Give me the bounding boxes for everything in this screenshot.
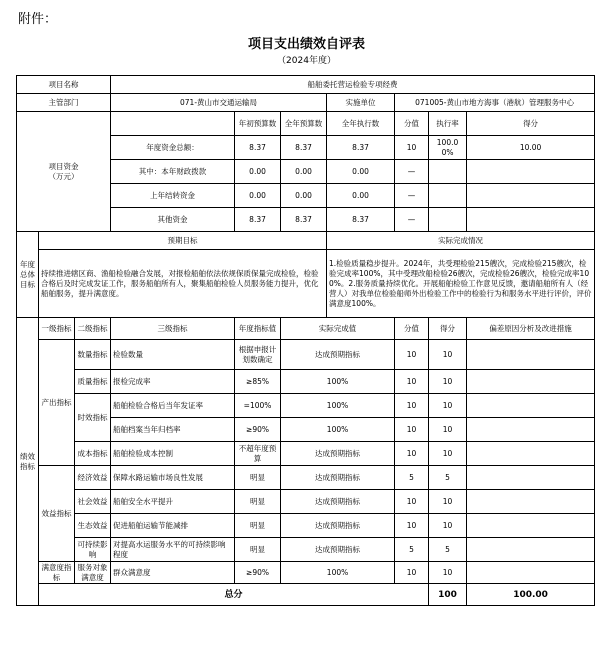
indicator-points: 10: [429, 514, 467, 538]
funds-header-full-budget: 全年预算数: [281, 112, 327, 136]
funds-row-rate: [429, 184, 467, 208]
department-value: 071-黄山市交通运输局: [111, 94, 327, 112]
total-score: 100: [429, 584, 467, 606]
level1-effect: 效益指标: [39, 466, 75, 562]
row-indicators-header: [17, 318, 595, 340]
unit-label: 实施单位: [327, 94, 395, 112]
indicator-points: 10: [429, 340, 467, 370]
indicator-actual: 100%: [281, 562, 395, 584]
indicator-row: [17, 514, 595, 538]
funds-row-points: 10.00: [467, 136, 595, 160]
indicator-points: 10: [429, 394, 467, 418]
indicators-header-score: 分值: [395, 318, 429, 340]
funds-header-blank: [111, 112, 235, 136]
indicator-points: 10: [429, 370, 467, 394]
indicator-reason: [467, 514, 595, 538]
indicator-score: 10: [395, 514, 429, 538]
goals-side-label: 年度总体目标: [17, 232, 39, 318]
indicator-name: 群众满意度: [111, 562, 235, 584]
indicator-target: ≥90%: [235, 418, 281, 442]
row-department: [17, 94, 595, 112]
indicator-reason: [467, 394, 595, 418]
page-title: 项目支出绩效自评表: [247, 37, 365, 52]
total-label: 总分: [39, 584, 429, 606]
level2-economic: 经济效益: [75, 466, 111, 490]
project-name-value: 船舶委托营运检验专项经费: [111, 76, 595, 94]
funds-row-points: [467, 208, 595, 232]
indicator-reason: [467, 466, 595, 490]
funds-row-full-budget: 0.00: [281, 160, 327, 184]
indicators-header-l2: 二级指标: [75, 318, 111, 340]
level2-service: 服务对象满意度: [75, 562, 111, 584]
goals-expected-text: 持续推进辖区商、渔船检验融合发展，对报检船舶依法依规保质保量完成检验，检验合格后及时完成发证工作，服务船舶所有人，聚集船舶检验人员服务能力提升，优化船舶服务，提升满意度。: [39, 250, 327, 318]
level2-quantity: 数量指标: [75, 340, 111, 370]
funds-row-annual-budget: 0.00: [235, 160, 281, 184]
indicator-name: 船舶安全水平提升: [111, 490, 235, 514]
funds-row-rate: [429, 160, 467, 184]
indicator-reason: [467, 340, 595, 370]
indicator-target: 明显: [235, 538, 281, 562]
project-name-label: 项目名称: [17, 76, 111, 94]
indicator-actual: 100%: [281, 418, 395, 442]
funds-row-executed: 0.00: [327, 160, 395, 184]
indicator-points: 10: [429, 442, 467, 466]
indicator-points: 10: [429, 562, 467, 584]
indicators-header-l1: 一级指标: [39, 318, 75, 340]
indicators-header-actual: 实际完成值: [281, 318, 395, 340]
indicator-target: 明显: [235, 490, 281, 514]
goals-actual-text: 1.检验质量稳步提升。2024年，共受理检验215艘次，完成检验215艘次，检验完成率100%，其中受理改船检验26艘次，完成检验26艘次，检验完成率100%。2.服务质量持续优化。开展船舶检验工作意见反馈，邀请船舶所有人（经营人）对我单位检验船师外出检验工作中的检验行为和服务水平进行评价，评价满意度100%。: [327, 250, 595, 318]
indicator-score: 10: [395, 418, 429, 442]
indicator-reason: [467, 418, 595, 442]
level2-cost: 成本指标: [75, 442, 111, 466]
attachment-label: 附件：: [18, 12, 58, 27]
level2-ecological: 生态效益: [75, 514, 111, 538]
indicator-target: ≥85%: [235, 370, 281, 394]
indicator-row: [17, 340, 595, 370]
indicator-row: [17, 490, 595, 514]
indicator-name: 船舶检验成本控制: [111, 442, 235, 466]
department-label: 主管部门: [17, 94, 111, 112]
indicator-actual: 达成预期指标: [281, 340, 395, 370]
indicator-score: 10: [395, 490, 429, 514]
funds-row-score: —: [395, 184, 429, 208]
indicator-reason: [467, 370, 595, 394]
indicator-row: [17, 466, 595, 490]
funds-row-label: 其他资金: [111, 208, 235, 232]
funds-header-score: 分值: [395, 112, 429, 136]
indicator-name: 保障水路运输市场良性发展: [111, 466, 235, 490]
level2-quality: 质量指标: [75, 370, 111, 394]
funds-row-full-budget: 8.37: [281, 208, 327, 232]
indicator-score: 5: [395, 466, 429, 490]
goals-actual-header: 实际完成情况: [327, 232, 595, 250]
goals-expected-header: 预期目标: [39, 232, 327, 250]
level2-sustainable: 可持续影响: [75, 538, 111, 562]
level2-time: 时效指标: [75, 394, 111, 442]
indicator-name: 对提高水运服务水平的可持续影响程度: [111, 538, 235, 562]
page-subtitle: （2024年度）: [277, 56, 336, 66]
indicators-header-points: 得分: [429, 318, 467, 340]
row-goals-content: [17, 250, 595, 318]
funds-label: 项目资金 （万元）: [17, 112, 111, 232]
level1-output: 产出指标: [39, 340, 75, 466]
funds-row-label: 其中：本年财政拨款: [111, 160, 235, 184]
indicator-target: 明显: [235, 514, 281, 538]
funds-row-annual-budget: 0.00: [235, 184, 281, 208]
indicator-target: ≥90%: [235, 562, 281, 584]
indicator-name: 检验数量: [111, 340, 235, 370]
evaluation-table: [16, 75, 595, 606]
indicator-actual: 100%: [281, 370, 395, 394]
indicator-target: 不超年度预算: [235, 442, 281, 466]
funds-row-annual-budget: 8.37: [235, 136, 281, 160]
indicator-actual: 达成预期指标: [281, 514, 395, 538]
indicator-row: [17, 394, 595, 418]
funds-row-full-budget: 0.00: [281, 184, 327, 208]
indicator-score: 10: [395, 394, 429, 418]
row-project-name: [17, 76, 595, 94]
indicator-reason: [467, 490, 595, 514]
indicator-row: [17, 442, 595, 466]
indicator-target: =100%: [235, 394, 281, 418]
indicator-name: 船舶检验合格后当年发证率: [111, 394, 235, 418]
indicator-points: 10: [429, 490, 467, 514]
indicator-score: 10: [395, 340, 429, 370]
indicator-target: 根据申报计划数确定: [235, 340, 281, 370]
indicator-actual: 达成预期指标: [281, 490, 395, 514]
indicator-row: [17, 538, 595, 562]
funds-row-score: 10: [395, 136, 429, 160]
indicator-target: 明显: [235, 466, 281, 490]
funds-row-full-budget: 8.37: [281, 136, 327, 160]
row-total: [17, 584, 595, 606]
indicator-actual: 达成预期指标: [281, 538, 395, 562]
indicator-points: 10: [429, 418, 467, 442]
evaluation-table-wrapper: [16, 75, 594, 606]
indicator-actual: 100%: [281, 394, 395, 418]
funds-row-score: —: [395, 160, 429, 184]
total-points: 100.00: [467, 584, 595, 606]
indicator-name: 促进船舶运输节能减排: [111, 514, 235, 538]
funds-row-executed: 0.00: [327, 184, 395, 208]
funds-row-points: [467, 184, 595, 208]
level2-social: 社会效益: [75, 490, 111, 514]
indicator-row: [17, 562, 595, 584]
funds-row-annual-budget: 8.37: [235, 208, 281, 232]
funds-row-points: [467, 160, 595, 184]
indicator-reason: [467, 538, 595, 562]
indicator-reason: [467, 562, 595, 584]
funds-row-rate: [429, 208, 467, 232]
funds-header-points: 得分: [467, 112, 595, 136]
indicator-name: 船舶档案当年归档率: [111, 418, 235, 442]
indicators-header-reason: 偏差原因分析及改进措施: [467, 318, 595, 340]
indicator-points: 5: [429, 538, 467, 562]
indicator-score: 10: [395, 370, 429, 394]
row-funds-header: [17, 112, 595, 136]
indicator-actual: 达成预期指标: [281, 442, 395, 466]
indicators-side-label: 绩效指标: [17, 318, 39, 606]
indicator-points: 5: [429, 466, 467, 490]
indicator-row: [17, 370, 595, 394]
funds-row-executed: 8.37: [327, 136, 395, 160]
indicator-score: 10: [395, 562, 429, 584]
funds-row-label: 年度资金总额：: [111, 136, 235, 160]
unit-value: 071005-黄山市地方海事（港航）管理服务中心: [395, 94, 595, 112]
funds-row-label: 上年结转资金: [111, 184, 235, 208]
level1-satisfaction: 满意度指标: [39, 562, 75, 584]
indicators-header-target: 年度指标值: [235, 318, 281, 340]
indicators-header-l3: 三级指标: [111, 318, 235, 340]
funds-header-annual-budget: 年初预算数: [235, 112, 281, 136]
indicator-name: 报检完成率: [111, 370, 235, 394]
funds-row-executed: 8.37: [327, 208, 395, 232]
funds-header-rate: 执行率: [429, 112, 467, 136]
indicator-reason: [467, 442, 595, 466]
indicator-actual: 达成预期指标: [281, 466, 395, 490]
funds-header-executed: 全年执行数: [327, 112, 395, 136]
indicator-score: 5: [395, 538, 429, 562]
funds-row-rate: 100.00%: [429, 136, 467, 160]
row-goals-header: [17, 232, 595, 250]
funds-row-score: —: [395, 208, 429, 232]
indicator-score: 10: [395, 442, 429, 466]
